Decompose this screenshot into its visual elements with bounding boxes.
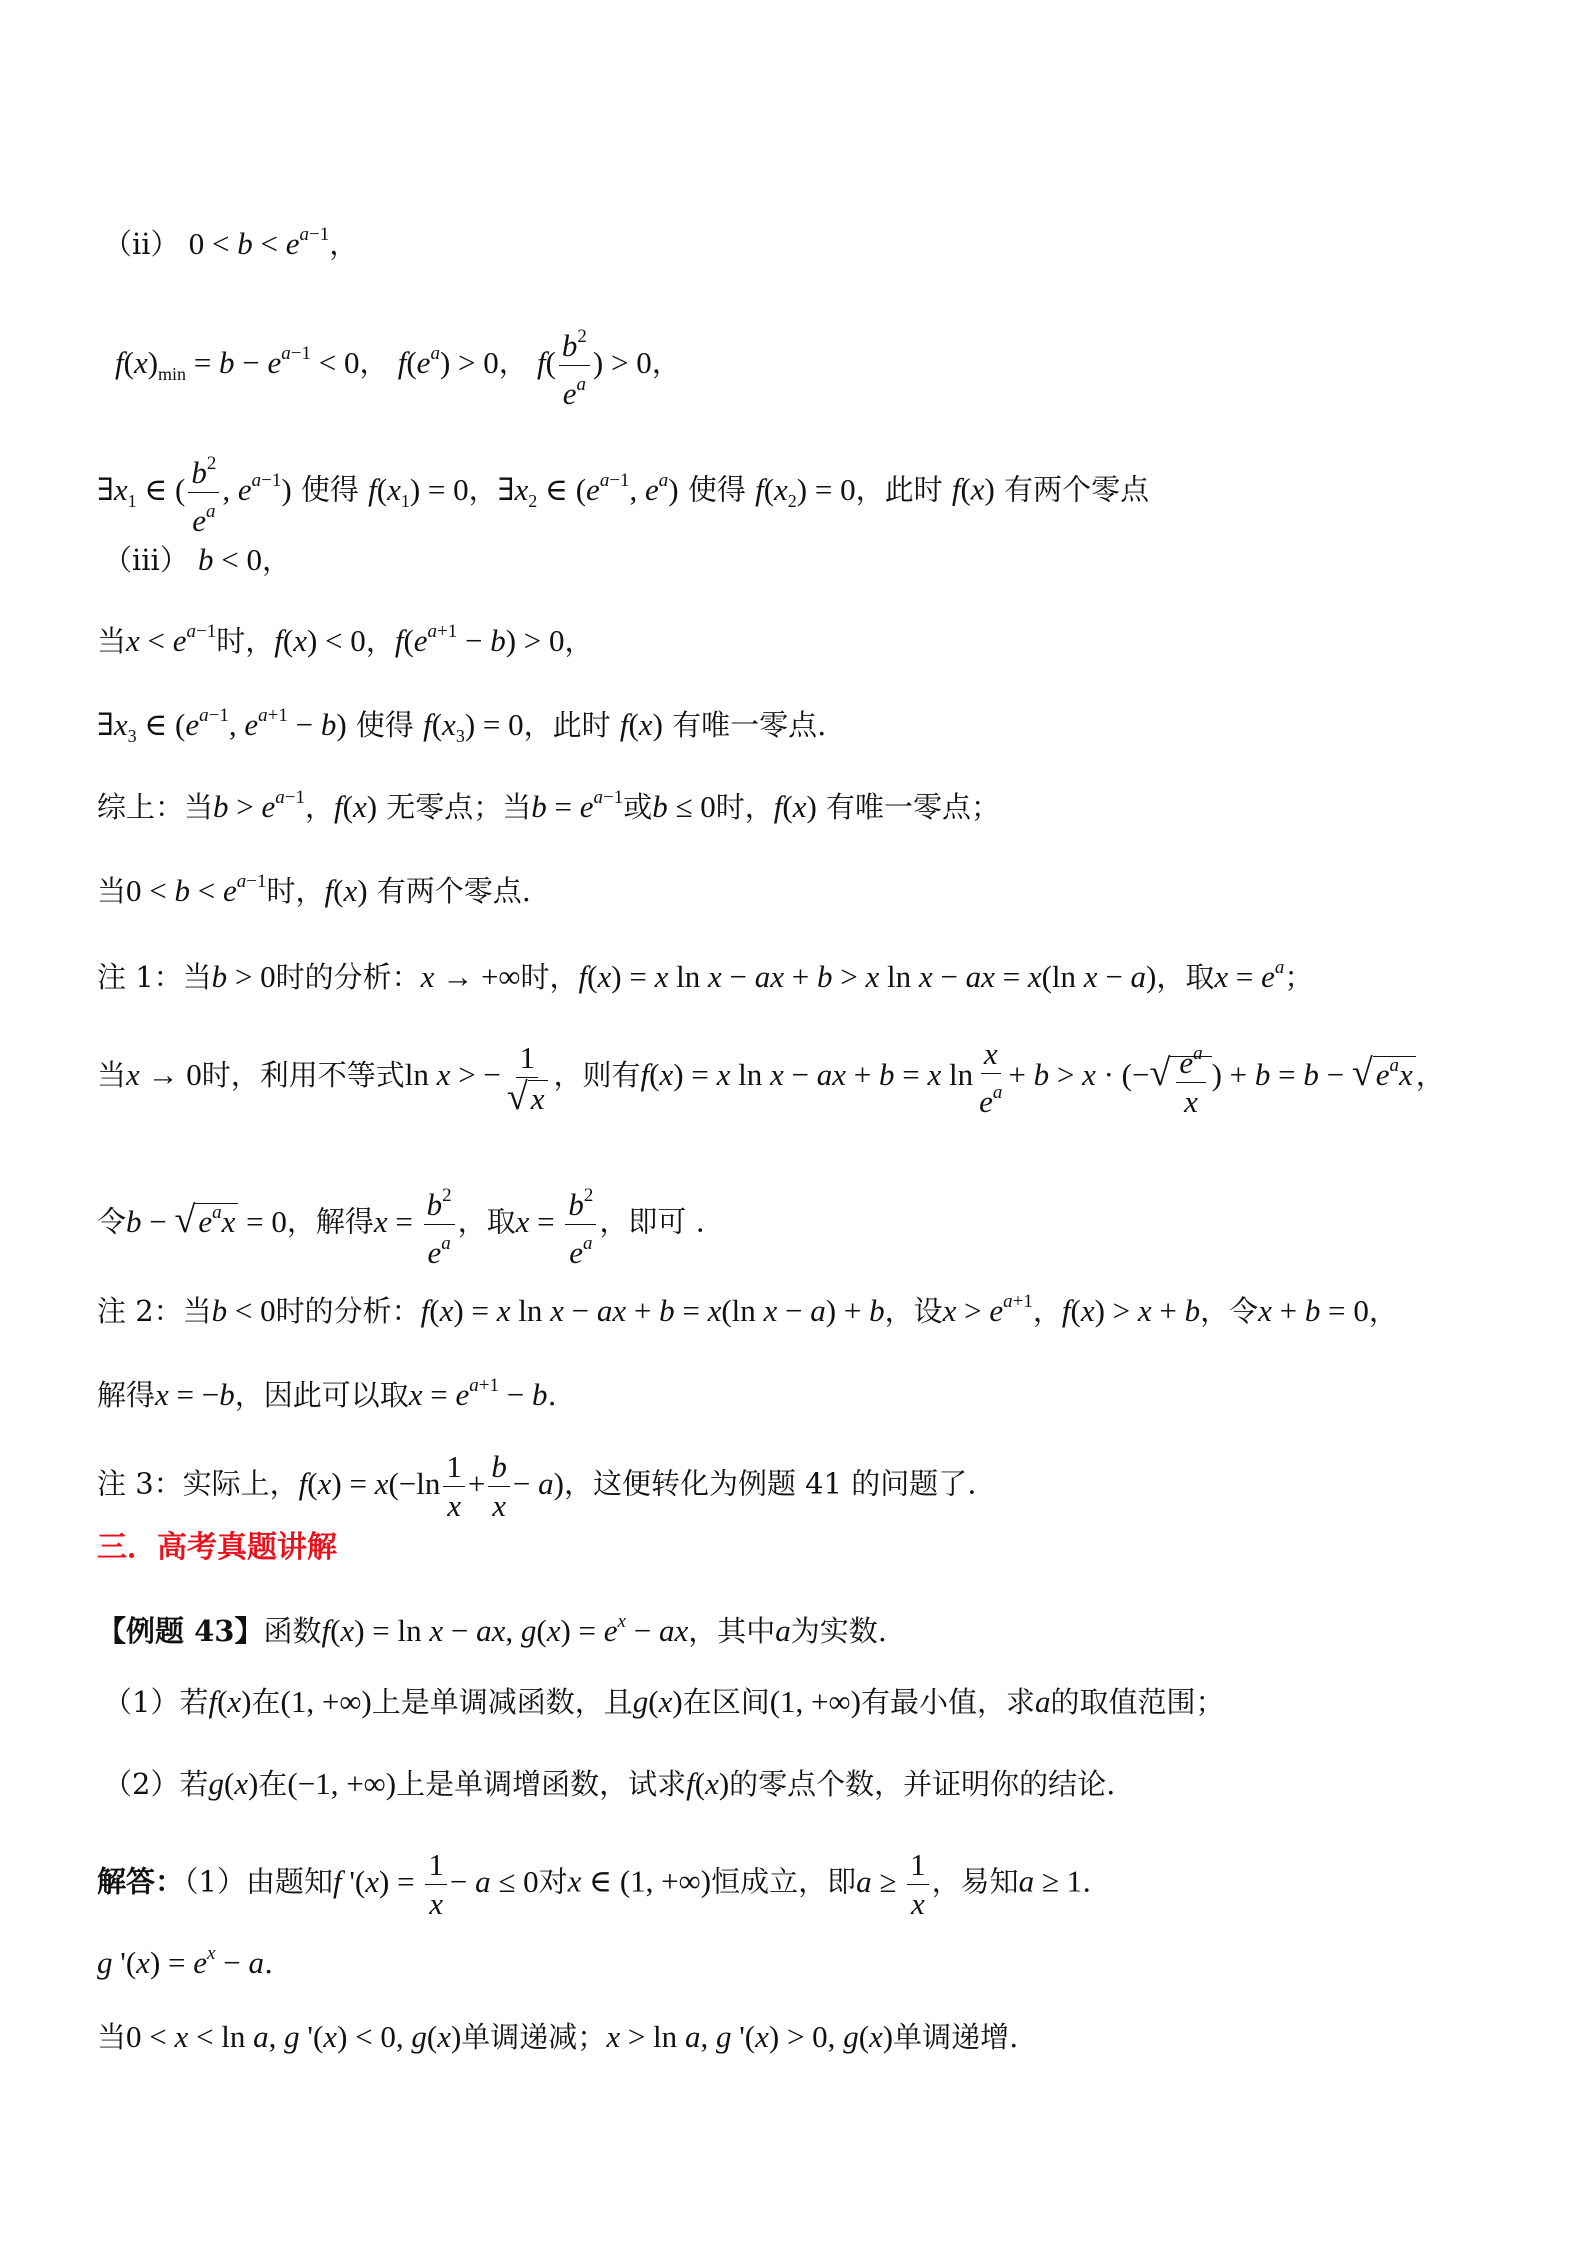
note-1-line-2: 当x → 0时，利用不等式ln x > − $\frac{1}{√x}$ ，则有f(x) = x ln x − ax + b = x ln $\frac{x}{e^a}$ + b > x · (−√ $\frac{e^a}{x}$ ) + $b = b - √e^ax$ ， [97,1036,1445,1119]
formula: $f(x)_{min} = b - e^{a-1} < 0$ [115,342,360,384]
text: ，此时 [855,472,952,507]
note-3-line [97,1448,977,1525]
text: 恒成立，即 [711,1864,857,1899]
formula: b < 0 [211,1293,276,1328]
text: 的零点个数，并证明你的结论. [729,1767,1116,1801]
text: ，这便转化为例题 41 的问题了. [563,1466,977,1501]
fmin-line: $f(x)_{min} = b - e^{a-1} < 0$， $f(e^a) > 0$， f( $\frac{b^2}{e^a}$ ) > 0， [115,318,681,413]
case-label: （ii） [103,227,180,261]
text: 或 [623,790,653,824]
text: （2）若 [103,1767,209,1801]
formula: x → +∞ [420,959,521,994]
text: 时， [520,960,579,994]
text: 当 [97,2020,127,2054]
formula: $x = e^{a+1} - b$ [408,1375,548,1412]
text: 解得 [97,1378,156,1412]
text: 有两个零点 [994,472,1150,507]
formula: f(x) = x ln x − ax + b > x ln x − ax = x(ln x − a) [578,959,1157,994]
text: ，取 [1156,960,1215,994]
text: ，即可 . [599,1204,705,1239]
case-iii-line: （iii） b < 0， [103,542,292,577]
note-1-line-3 [97,1177,705,1272]
text: 使得 [291,472,369,507]
text: ，易知 [931,1864,1019,1899]
text: 使得 [678,472,756,507]
case-label: （iii） [103,543,189,577]
text: 注 1：当 [97,960,212,994]
text: ， [468,472,498,507]
formula: $b = e^{a-1}$ [531,787,624,824]
formula: $\exists x_3$ ∈ ($e^{a-1}$, $e^{a+1} - b$) [97,705,347,746]
text: 无零点；当 [377,790,532,824]
text: 对 [538,1864,568,1899]
formula: $f(e^{a+1} - b) > 0$ [394,621,565,658]
text: 时， [715,790,774,824]
section-heading: 三．高考真题讲解 [97,1530,337,1565]
formula: (1, +∞) [280,1684,372,1719]
text: 时， [266,874,325,908]
formula: $b > e^{a-1}$ [213,787,305,824]
summary-line-2 [97,862,531,911]
formula: (−1, +∞) [287,1766,397,1801]
text: 有最小值，求 [860,1685,1035,1719]
formula: $f(x_2) = 0$ [755,471,856,511]
formula: g '$(x) = e^x - a$ [97,1943,264,1980]
text: ，此时 [523,708,620,742]
monotonic-line [97,2017,1018,2057]
text: 时的分析： [275,960,421,994]
text: 时的分析： [275,1294,421,1328]
answer-line [97,1846,1091,1923]
text: 在 [258,1767,288,1801]
formula: (1, +∞) [769,1684,861,1719]
note-2-line [97,1282,1398,1331]
formula: f(x) [773,789,817,824]
formula: $f(x_3) = 0$ [423,707,524,746]
text: 有唯一零点. [662,708,827,742]
formula: $x = e^a$ [1214,957,1285,994]
text: 时， [216,624,275,658]
formula: $\exists x_1$ ∈ ( $\frac{b^2}{e^a}$ , $e^{a-1}$) [97,472,292,507]
text: 单调递减； [461,2020,607,2054]
formula: f '(x) = $\frac{1}{x}$ − a ≤ 0 [332,1847,539,1921]
text: ，其中 [688,1614,776,1648]
text: 综上：当 [97,790,214,824]
text: 在区间 [682,1685,770,1719]
formula: a ≥ 1 [1018,1863,1083,1899]
exists-line-1 [97,445,1149,540]
formula: f(x) = ln x − ax, $g(x) = e^x$ − ax [321,1611,689,1648]
text: （1）若 [103,1685,209,1719]
text: 上是单调增函数，试求 [396,1767,687,1801]
text: ，令 [1200,1294,1259,1328]
formula: a ≥ $\frac{1}{x}$ [856,1864,932,1899]
formula: f(x) [334,789,378,824]
formula: f(x) < 0 [274,623,366,658]
formula: g(x) [208,1766,259,1801]
text: 单调递增. [893,2020,1019,2054]
formula: x = −b [155,1377,235,1412]
formula: $0 < b < e^{a-1}$ [188,224,330,261]
formula: f(x) [951,471,995,507]
formula: f(x) > x + b [1061,1293,1201,1328]
text: （1）由题知 [184,1864,333,1899]
formula: f(x) [619,707,663,742]
exists-line-3 [97,696,826,756]
text: . [263,1946,274,1980]
formula: f(x) = x(−ln $\frac{1}{x}$ + $\frac{b}{x}$ − a) [298,1449,564,1523]
text: ， [1032,1294,1062,1328]
text: 为实数. [790,1614,887,1648]
formula: ln x > − $\frac{1}{√x}$ [405,1057,554,1092]
formula: f(x) [324,873,368,908]
formula: b > 0 [211,959,276,994]
formula: 0 < x < ln a, g '(x) < 0, g(x) [126,2019,462,2054]
g-derivative-line [97,1934,273,1983]
formula: f(x) = x ln x − ax + b = x ln $\frac{x}{e^a}$ + b > x · (−√ $\frac{e^a}{x}$ ) + $b = b - √e^ax$ [641,1057,1416,1092]
formula: x + b = 0 [1258,1293,1369,1328]
formula: a [775,1613,791,1648]
formula: f( $\frac{b^2}{e^a}$ ) > 0 [537,345,652,380]
example-43-line [97,1602,887,1651]
formula: g(x) [632,1684,683,1719]
note-1-line [97,948,1313,997]
note-2-line-2: 解得x = −b，因此可以取$x = e^{a+1} - b$. [97,1375,557,1412]
text: 当 [97,624,127,658]
text: 注 3：实际上， [97,1466,299,1501]
text: ，解得 [286,1204,374,1239]
formula: b ≤ 0 [652,789,716,824]
text: 当 [97,1058,127,1093]
formula: $0 < b < e^{a-1}$ [126,871,267,908]
formula: $\exists x_2$ ∈ ($e^{a-1}$, $e^a$) [497,469,679,511]
summary-line [97,778,1000,827]
formula: $f(e^a) > 0$ [397,342,499,380]
text: ， [1368,1294,1398,1328]
text: 有唯一零点； [816,790,1001,824]
text: 时，利用不等式 [201,1058,405,1093]
formula: f(x) [208,1684,252,1719]
formula: $b - √e^ax = 0$ [126,1198,287,1241]
formula: $f(x_1) = 0$ [368,471,469,511]
text: 上是单调减函数，且 [371,1685,633,1719]
text: 在 [251,1685,281,1719]
formula: $x > e^{a+1}$ [942,1291,1033,1328]
question-2-line [103,1764,1115,1804]
formula: x > ln a, g '(x) > 0, g(x) [606,2019,894,2054]
text: ，则有 [553,1058,641,1093]
question-1-line [103,1682,1224,1722]
text: . [1082,1864,1092,1899]
text: ， [304,790,334,824]
text: 函数 [263,1614,322,1648]
text: ； [1284,960,1314,994]
formula: f(x) = x ln x − ax + b = x(ln x − a) + b [420,1293,885,1328]
case-ii-line: （ii） $0 < b < e^{a-1}$， [103,224,359,261]
text: 令 [97,1204,127,1239]
formula: b < 0 [198,542,263,577]
formula: x = $\frac{b^2}{e^a}$ [374,1204,458,1239]
text: 使得 [346,708,424,742]
text: 当 [97,874,127,908]
text: 的取值范围； [1050,1685,1225,1719]
text: 注 2：当 [97,1294,212,1328]
formula: x → 0 [126,1057,202,1093]
formula: x = $\frac{b^2}{e^a}$ [516,1204,600,1239]
formula: $x < e^{a-1}$ [126,621,217,658]
when-line: 当$x < e^{a-1}$时，f(x) < 0，$f(e^{a+1} - b) > 0$， [97,621,594,658]
text: ，设 [884,1294,943,1328]
answer-label: 解答： [97,1864,185,1899]
formula: f(x) [686,1766,730,1801]
formula: a [1034,1684,1051,1719]
text: 有两个零点. [367,874,531,908]
formula: x ∈ (1, +∞) [567,1863,712,1899]
example-tag: 【例题 43】 [97,1614,264,1648]
text: ，取 [457,1204,516,1239]
text: ，因此可以取 [234,1378,409,1412]
